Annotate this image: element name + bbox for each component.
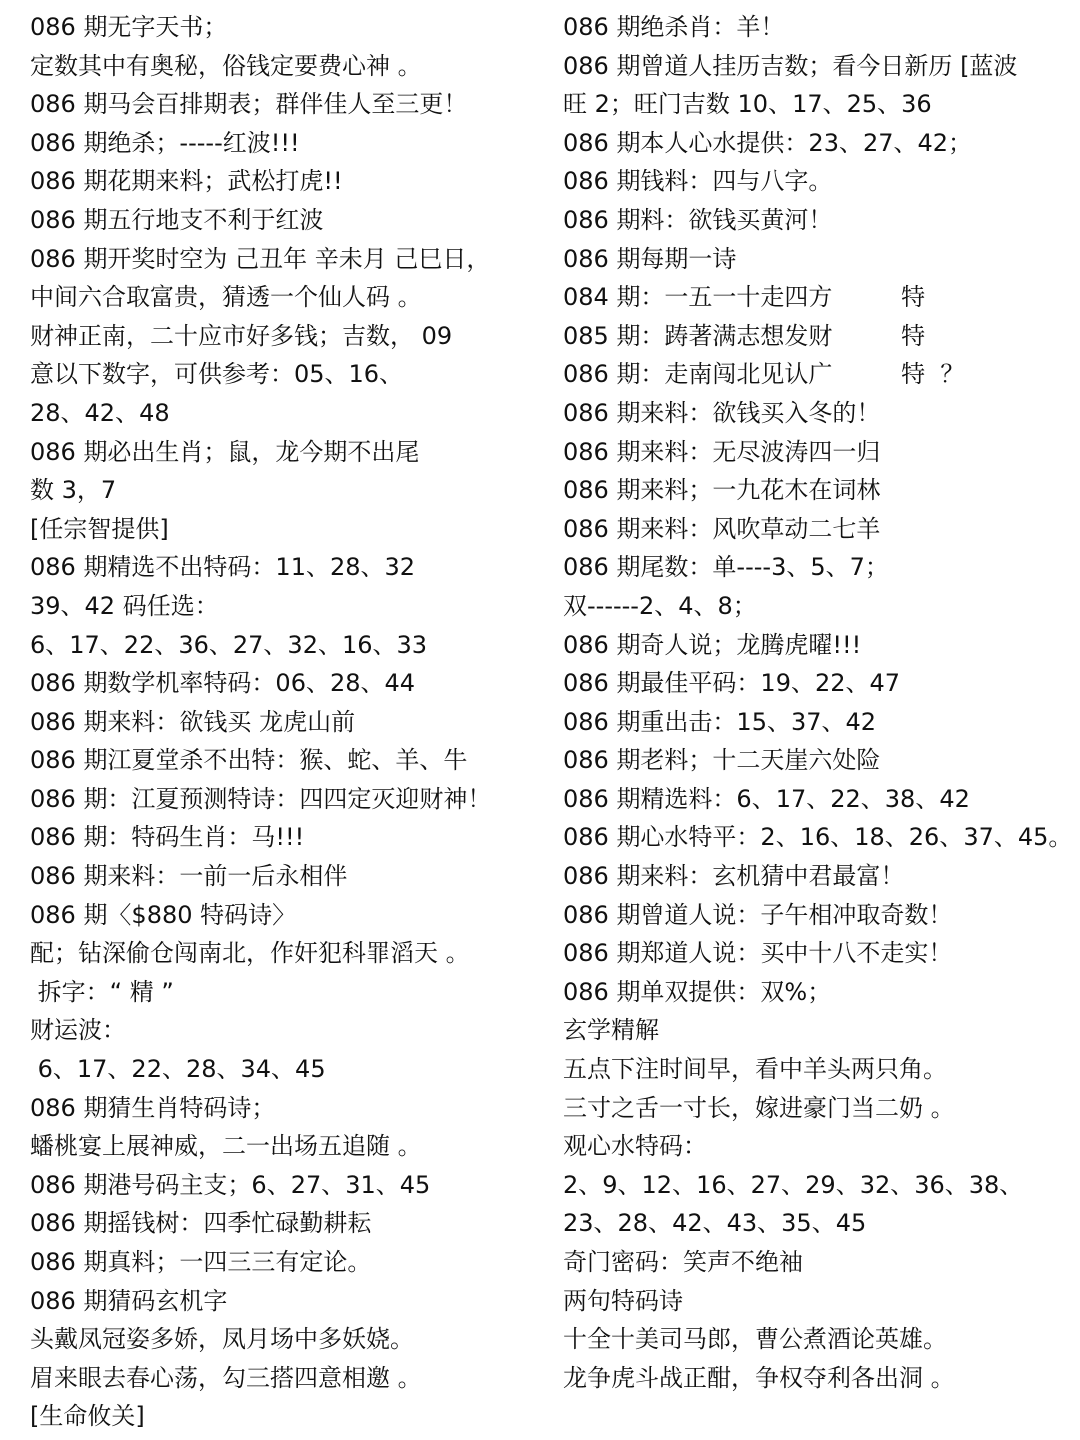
left-text-line: 086 期猜生肖特码诗； [30,1093,276,1122]
left-text-line: 086 期港号码主支；6、27、31、45 [30,1170,431,1199]
right-text-line: 五点下注时间早，看中羊头两只角。 [563,1055,947,1084]
right-text-line: 旺 2；旺门吉数 10、17、25、36 [563,90,932,119]
right-text-line: 观心水特码： [563,1132,707,1161]
right-text-line: 086 期奇人说；龙腾虎曜!!! [563,630,862,659]
right-text-line: 086 期：走南闯北见认广 特 ？ [563,360,965,389]
right-text-line: 086 期来料：玄机猜中君最富！ [563,862,905,891]
left-text-line: 086 期花期来料；武松打虎!! [30,167,343,196]
left-text-line: 意以下数字，可供参考：05、16、 [30,360,404,389]
right-text-line: 十全十美司马郎，曹公煮酒论英雄。 [563,1325,947,1354]
left-text-line: 086 期来料：欲钱买 龙虎山前 [30,707,356,736]
left-text-line: 086 期来料：一前一后永相伴 [30,862,348,891]
left-text-line: 6、17、22、28、34、45 [30,1055,326,1084]
left-column [30,8,540,1436]
right-text-line: 奇门密码：笑声不绝袖 [563,1248,803,1276]
left-text-line: 086 期：特码生肖：马!!! [30,823,305,852]
left-text-line: 28、42、48 [30,398,170,427]
left-text-line: 086 期开奖时空为 己丑年 辛未月 己巳日， [30,244,491,273]
left-text-line: [生命攸关] [30,1402,145,1431]
right-text-line: 086 期老料；十二天崖六处险 [563,746,881,775]
right-text-line: 086 期绝杀肖：羊！ [563,13,785,41]
right-text-line: 双------2、4、8； [563,591,757,620]
left-text-line: 086 期绝杀；-----红波!!! [30,128,300,157]
right-text-line: 086 期钱料：四与八字。 [563,167,833,196]
left-text-line: 086 期江夏堂杀不出特：猴、蛇、羊、牛 [30,746,468,775]
left-text-line: 头戴凤冠姿多娇，凤月场中多妖娆。 [30,1325,414,1354]
left-text-line: 39、42 码任选： [30,591,219,620]
left-text-line: 财神正南，二十应市好多钱；吉数， 09 [30,321,453,350]
right-text-line: 086 期本人心水提供：23、27、42； [563,128,973,157]
right-text-line: 086 期尾数：单----3、5、7； [563,553,889,582]
right-text-line: 086 期郑道人说：买中十八不走实！ [563,939,953,968]
left-text-line: 086 期必出生肖；鼠，龙今期不出尾 [30,437,420,466]
right-text-line: 086 期来料：欲钱买入冬的！ [563,398,881,427]
right-text-line: 086 期曾道人挂历吉数；看今日新历 [蓝波 [563,51,1018,80]
left-text-line: 086 期摇钱树：四季忙碌勤耕耘 [30,1209,372,1238]
right-text-line: 086 期料：欲钱买黄河！ [563,205,833,234]
right-text-line: 086 期曾道人说：子午相冲取奇数！ [563,900,953,929]
left-text-line: 086 期数学机率特码：06、28、44 [30,669,416,698]
right-text-line: 086 期精选料：6、17、22、38、42 [563,784,970,813]
left-text-line: 数 3，7 [30,476,117,505]
left-text-line: 086 期精选不出特码：11、28、32 [30,553,416,582]
right-text-line: 086 期来料：无尽波涛四一归 [563,437,881,466]
right-text-line: 龙争虎斗战正酣，争权夺利各出洞 。 [563,1363,955,1392]
right-text-line: 086 期来料；一九花木在词林 [563,476,881,505]
left-text-line: 086 期五行地支不利于红波 [30,205,324,234]
right-text-line: 三寸之舌一寸长，嫁进豪门当二奶 。 [563,1093,955,1122]
left-text-line: 086 期〈$880 特码诗〉 [30,900,297,929]
right-text-line: 086 期单双提供：双%； [563,977,832,1006]
left-text-line: 配；钻深偷仓闯南北，作奸犯科罪滔天 。 [30,939,470,968]
left-text-line: 眉来眼去春心荡，勾三搭四意相邀 。 [30,1363,422,1392]
right-column [563,8,1073,1397]
left-text-line: [任宗智提供] [30,514,169,543]
left-text-line: 086 期无字天书； [30,13,228,41]
right-text-line: 23、28、42、43、35、45 [563,1209,867,1238]
right-text-line: 086 期来料：风吹草动二七羊 [563,514,881,543]
right-text-line: 086 期心水特平：2、16、18、26、37、45。 [563,823,1073,852]
left-text-line: 定数其中有奥秘，俗钱定要费心神 。 [30,51,422,80]
left-text-line: 中间六合取富贵，猜透一个仙人码 。 [30,283,422,312]
right-text-line: 086 期每期一诗 [563,244,737,273]
left-text-line: 086 期猜码玄机字 [30,1286,228,1315]
right-text-line: 玄学精解 [563,1016,659,1045]
right-text-line: 084 期：一五一十走四方 特 [563,283,926,312]
right-text-line: 2、9、12、16、27、29、32、36、38、 [563,1170,1024,1199]
right-text-line: 两句特码诗 [563,1286,683,1315]
left-text-line: 086 期：江夏预测特诗：四四定灭迎财神！ [30,784,492,813]
left-text-line: 6、17、22、36、27、32、16、33 [30,630,428,659]
left-text-line: 蟠桃宴上展神威，二一出场五追随 。 [30,1132,422,1161]
right-text-line: 086 期最佳平码：19、22、47 [563,669,901,698]
right-text-line: 085 期：踌著满志想发财 特 [563,321,926,350]
left-text-line: 拆字：“ 精 ” [30,977,174,1006]
right-text-line: 086 期重出击：15、37、42 [563,707,877,736]
left-text-line: 086 期真料；一四三三有定论。 [30,1248,372,1276]
left-text-line: 财运波： [30,1016,126,1045]
left-text-line: 086 期马会百排期表；群伴佳人至三更！ [30,90,468,119]
